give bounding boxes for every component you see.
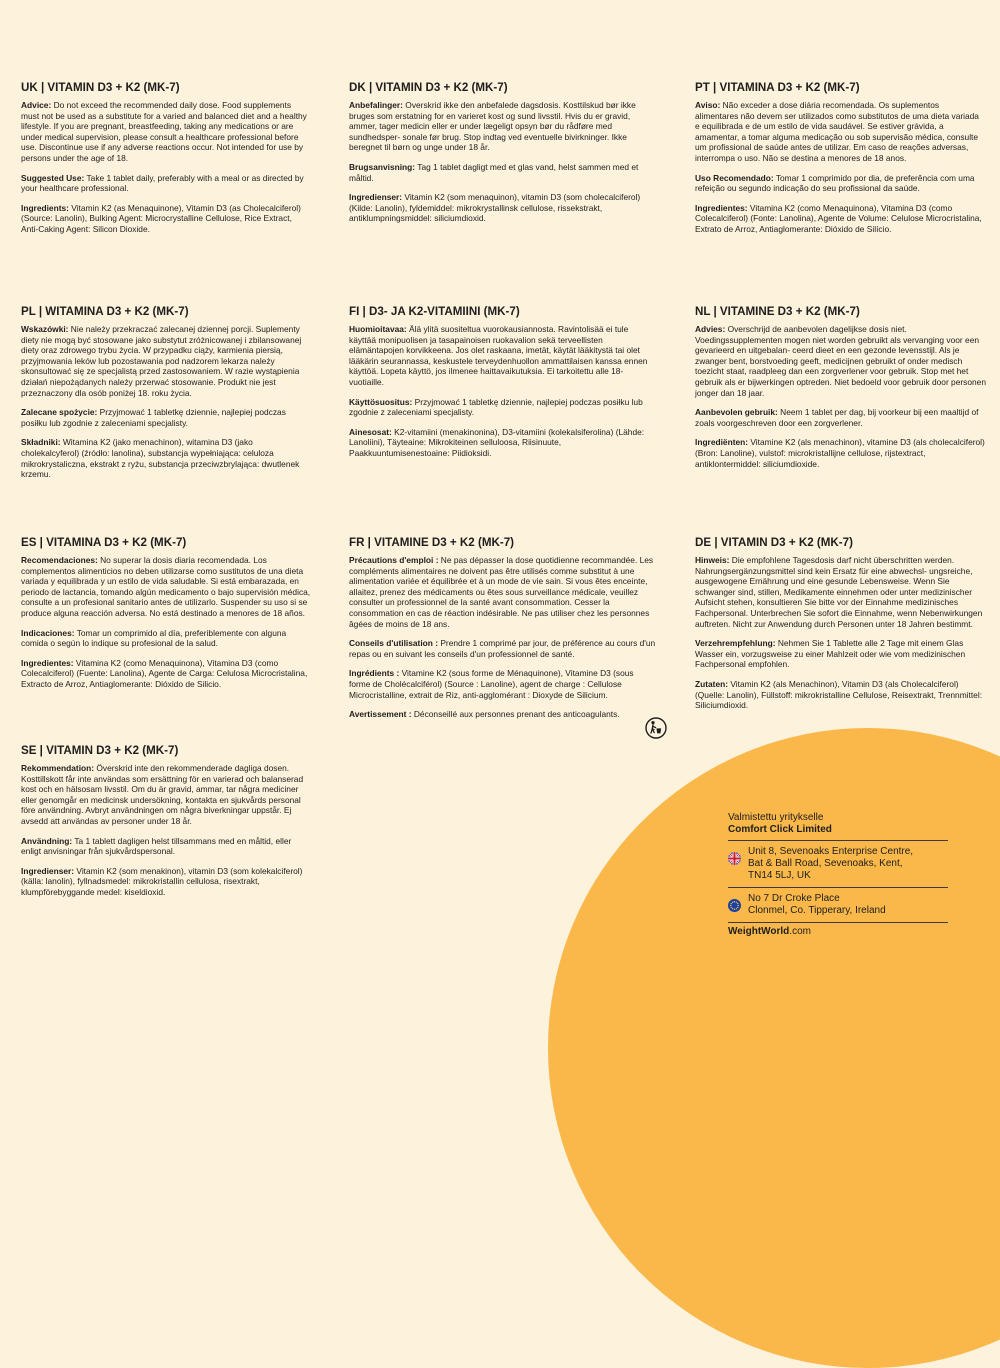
section-title: UK | VITAMIN D3 + K2 (MK-7) xyxy=(21,81,180,94)
advice-paragraph: Précautions d'emploi : Ne pas dépasser la dose quotidienne recommandée. Les compléments alimentaires ne doivent pas être utilisés comme substitut à une alimentation variée et équilibrée et à un mode de vie sain. Si vous êtes enceinte, allaitez, prenez des médicaments ou êtes sous surveillance médicale, veuillez consulter un professionnel de la santé avant consommation. Cesser la consommation en cas de réaction indésirable. Ne pas utiliser chez les personnes âgées de moins de 18 ans. xyxy=(349,555,654,629)
company-name: Comfort Click Limited xyxy=(728,824,832,835)
usage-paragraph: Brugsanvisning: Tag 1 tablet dagligt med et glas vand, helst sammen med et måltid. xyxy=(349,161,639,183)
company-info xyxy=(728,812,958,938)
divider xyxy=(728,922,948,923)
usage-paragraph: Conseils d'utilisation : Prendre 1 comprimé par jour, de préférence au cours d'un repas ou en suivant les conseils d'un professionnel de santé. xyxy=(349,638,656,659)
warning-paragraph: Avertissement : Déconseillé aux personnes prenant des anticoagulants. xyxy=(349,709,620,720)
usage-paragraph: Indicaciones: Tomar un comprimido al día, preferiblemente con alguna comida o según lo indique su profesional de la salud. xyxy=(21,627,287,649)
uk-address: Unit 8, Sevenoaks Enterprise Centre, Bat & Ball Road, Sevenoaks, Kent, TN14 5LJ, UK xyxy=(728,843,958,885)
company-intro: Valmistettu yritykselle xyxy=(728,812,824,823)
usage-paragraph: Aanbevolen gebruik: Neem 1 tablet per dag, bij voorkeur bij een maaltijd of zoals voorgeschreven door een zorgverlener. xyxy=(695,407,979,428)
section-fr xyxy=(349,536,657,729)
tidyman-recycle-icon xyxy=(645,717,667,739)
advice-paragraph: Wskazówki: Nie należy przekraczać zalecanej dziennej porcji. Suplementy diety nie mogą być stosowane jako substytut zróżnicowanej i zbilansowanej diety oraz zdrowego trybu życia. W przypadku ciąży, karmienia piersią, przyjmowania leków lub pozostawania pod nadzorem lekarza należy skonsultować się ze specjalistą przed zastosowaniem. W razie wystąpienia działań niepożądanych należy przerwać stosowanie. Produkt nie jest przeznaczony dla osób poniżej 18. roku życia. xyxy=(21,324,302,398)
section-title: FI | D3- JA K2-VITAMIINI (MK-7) xyxy=(349,305,520,318)
section-title: NL | VITAMINE D3 + K2 (MK-7) xyxy=(695,305,860,318)
advice-paragraph: Rekommendation: Överskrid inte den rekommenderade dagliga dosen. Kosttillskott får inte användas som ersättning för en varierad och balanserad kost och en hälsosam livsstil. Om du är gravid, ammar, tar några mediciner eller genomgår en medicinsk undersökning, kontakta en sjukvårds personal före användning. Avbryt användningen om några biverkningar uppstår. Ej avsedd att användas av personer under 18 år. xyxy=(21,763,304,826)
divider xyxy=(728,887,948,888)
section-de xyxy=(695,536,985,720)
advice-paragraph: Huomioitavaa: Älä ylitä suositeltua vuorokausiannosta. Ravintolisää ei tule käyttää monipuolisen ja tasapainoisen ruokavalion sekä terveellisten elämäntapojen korvikkeena. Jos olet raskaana, imetät, käytät lääkitystä tai olet lääkärin seurannassa, keskustele terveydenhuollon ammattilaisen kanssa ennen käyttöä. Lopeta käyttö, jos ilmenee haittavaikutuksia. Ei tarkoitettu alle 18-vuotiaille. xyxy=(349,324,648,387)
ingredients-paragraph: Ingredients: Vitamin K2 (as Menaquinone), Vitamin D3 (as Cholecalciferol) (Source: Lanolin), Bulking Agent: Microcrystalline Cellulose, Rice Extract, Anti-Caking Agent: Silicon Dioxide. xyxy=(21,202,301,234)
section-pl xyxy=(21,305,309,489)
usage-paragraph: Användning: Ta 1 tablett dagligen helst tillsammans med en måltid, eller enligt anvisningar från sjukvårdspersonal. xyxy=(21,835,292,857)
ingredients-paragraph: Ingredienser: Vitamin K2 (som menakinon), vitamin D3 (som kolekalciferol) (källa: lanolin), fyllnadsmedel: mikrokristallin cellulosa, risextrakt, klumpförebyggande medel: kiseldioxid. xyxy=(21,865,303,897)
advice-paragraph: Hinweis: Die empfohlene Tagesdosis darf nicht überschritten werden. Nahrungsergänzungsmittel sind kein Ersatz für eine abwechsl- ungsreiche, ausgewogene Ernährung und eine gesunde Lebensweise. Wenn Sie schwanger sind, stillen, Medikamente einnehmen oder unter medizinischer Aufsicht stehen, konsultieren Sie bitte vor der Einnahme medizinisches Fachpersonal. Unterbrechen Sie sofort die Einnahme, wenn Nebenwirkungen auftreten. Nicht zur Anwendung durch Personen unter 18 Jahren bestimmt. xyxy=(695,555,983,629)
usage-paragraph: Verzehrempfehlung: Nehmen Sie 1 Tablette alle 2 Tage mit einem Glas Wasser ein, vorzugsweise zu einer Mahlzeit oder wie vom medizinischen Fachpersonal empfohlen. xyxy=(695,638,966,670)
ingredients-paragraph: Ingredientes: Vitamina K2 (como Menaquinona), Vitamina D3 (como Colecalciferol) (Fuente: Lanolina), Agente de Carga: Celulosa Microcristalina, Extracto de Arroz, Antiaglomerante: Dióxido de Silicio. xyxy=(21,657,308,689)
section-se xyxy=(21,744,311,907)
section-fi xyxy=(349,305,649,468)
advice-paragraph: Recomendaciones: No superar la dosis diaria recomendada. Los complementos alimenticios no deben utilizarse como sustitutos de una dieta variada y equilibrada y un estilo de vida saludable. Si está embarazada, en periodo de lactancia, tomando algún medicamento o bajo supervisión médica, consulte a un profesional sanitario antes de utilizarlo. Suspender su uso si se produce alguna reacción adversa. No está destinado a menores de 18 años. xyxy=(21,555,311,618)
section-title: SE | VITAMIN D3 + K2 (MK-7) xyxy=(21,744,179,757)
section-title: PT | VITAMINA D3 + K2 (MK-7) xyxy=(695,81,860,94)
section-title: ES | VITAMINA D3 + K2 (MK-7) xyxy=(21,536,187,549)
advice-paragraph: Advies: Overschrijd de aanbevolen dagelijkse dosis niet. Voedingssupplementen mogen niet worden gebruikt als vervanging voor een gevarieerd en uitgebalan- ceerd dieet en een gezonde levensstijl. Als je zwanger bent, borstvoeding geeft, medicijnen gebruikt of onder medisch toezicht staat, raadpleeg dan een zorgverlener voor gebruik. Stop met het gebruik als er bijwerkingen optreden. Niet bedoeld voor gebruik door personen jonger dan 18 jaar. xyxy=(695,324,986,398)
usage-paragraph: Suggested Use: Take 1 tablet daily, preferably with a meal or as directed by your healthcare professional. xyxy=(21,172,304,194)
advice-paragraph: Aviso: Não exceder a dose diária recomendada. Os suplementos alimentares não devem ser utilizados como substitutos de uma dieta variada e equilibrada e de um estilo de vida saudável. Se estiver grávida, a amamentar, a tomar alguma medicação ou sob supervisão médica, consulte um profissional de saúde antes de utilizar. Em caso de reações adversas, interrompa o uso. Não se destina a menores de 18 anos. xyxy=(695,100,979,163)
usage-paragraph: Uso Recomendado: Tomar 1 comprimido por dia, de preferência com uma refeição ou segundo indicação do seu profissional da saúde. xyxy=(695,172,975,194)
ingredients-paragraph: Ingrédients : Vitamine K2 (sous forme de Ménaquinone), Vitamine D3 (sous forme de Cholécalciférol) (Source : Lanoline), agent de charge : Cellulose Microcristalline, extrait de Riz, anti-agglomérant : Dioxyde de Silicium. xyxy=(349,668,634,700)
website: WeightWorld.com xyxy=(728,926,811,937)
section-dk xyxy=(349,81,649,233)
section-uk xyxy=(21,81,309,244)
uk-flag-icon xyxy=(728,852,741,865)
ingredients-paragraph: Ingredientes: Vitamina K2 (como Menaquinona), Vitamina D3 (como Colecalciferol) (Fonte: Lanolina), Agente de Volume: Celulose Microcristalina, Extrato de Arroz, Antiaglomerante: Dióxido de Silício. xyxy=(695,202,982,234)
section-pt xyxy=(695,81,983,244)
ingredients-paragraph: Ingredienser: Vitamin K2 (som menaquinon), vitamin D3 (som cholecalciferol) (Kilde: Lanolin), fyldemiddel: mikrokrystallinsk cellulose, rissekstrakt, antiklumpningsmiddel: siliciumdioxid. xyxy=(349,192,641,224)
section-es xyxy=(21,536,311,699)
section-title: DE | VITAMIN D3 + K2 (MK-7) xyxy=(695,536,853,549)
ie-address: No 7 Dr Croke Place Clonmel, Co. Tipperary, Ireland xyxy=(728,890,958,920)
eu-flag-icon xyxy=(728,899,741,912)
ingredients-paragraph: Ingrediënten: Vitamine K2 (als menachinon), vitamine D3 (als cholecalciferol) (Bron: Lanoline), vulstof: microkristallijne cellulose, rijstextract, antiklontermiddel: siliciumdioxide. xyxy=(695,437,985,469)
advice-paragraph: Anbefalinger: Overskrid ikke den anbefalede dagsdosis. Kosttilskud bør ikke bruges som erstatning for en varieret kost og sund livsstil. Hvis du er gravid, ammer, tager medicin eller er under lægeligt opsyn bør du rådføre med sundhedsper- sonale før brug. Stop indtag ved eventuelle bivirkninger. Ikke beregnet til børn og unge under 18 år. xyxy=(349,100,636,153)
ingredients-paragraph: Ainesosat: K2-vitamiini (menakinonina), D3-vitamiini (kolekalsiferolina) (Lähde: Lanoliini), Täyteaine: Mikrokiteinen selluloosa, Riisinuute, Paakkuuntumisenestoaine: Piidioksidi. xyxy=(349,426,645,458)
ingredients-paragraph: Zutaten: Vitamin K2 (als Menachinon), Vitamin D3 (als Cholecalciferol) (Quelle: Lanolin), Füllstoff: mikrokristalline Cellulose, Reisextrakt, Trennmittel: Siliciumdioxid. xyxy=(695,678,983,711)
usage-paragraph: Käyttösuositus: Przyjmować 1 tabletkę dziennie, najlepiej podczas posiłku lub zgodnie z zaleceniami specjalisty. xyxy=(349,396,643,418)
section-title: PL | WITAMINA D3 + K2 (MK-7) xyxy=(21,305,189,318)
advice-paragraph: Advice: Do not exceed the recommended daily dose. Food supplements must not be used as a substitute for a varied and balanced diet and a healthy lifestyle. If you are pregnant, breastfeeding, taking any medications or are under medical supervision, please consult a healthcare professional before use. Discontinue use if any adverse reactions occur. Not intended for use by persons under the age of 18. xyxy=(21,100,307,163)
usage-paragraph: Zalecane spożycie: Przyjmować 1 tabletkę dziennie, najlepiej podczas posiłku lub zgodnie z zaleceniami specjalisty. xyxy=(21,407,286,428)
ingredients-paragraph: Składniki: Witamina K2 (jako menachinon), witamina D3 (jako cholekalcyferol) (źródło: lanolina), substancja wypełniająca: celuloza mikrokrystaliczna, ekstrakt z ryżu, substancja przeciwzbrylająca: dwutlenek krzemu. xyxy=(21,437,300,480)
divider xyxy=(728,840,948,841)
section-title: DK | VITAMIN D3 + K2 (MK-7) xyxy=(349,81,508,94)
section-nl xyxy=(695,305,987,478)
section-title: FR | VITAMINE D3 + K2 (MK-7) xyxy=(349,536,515,549)
